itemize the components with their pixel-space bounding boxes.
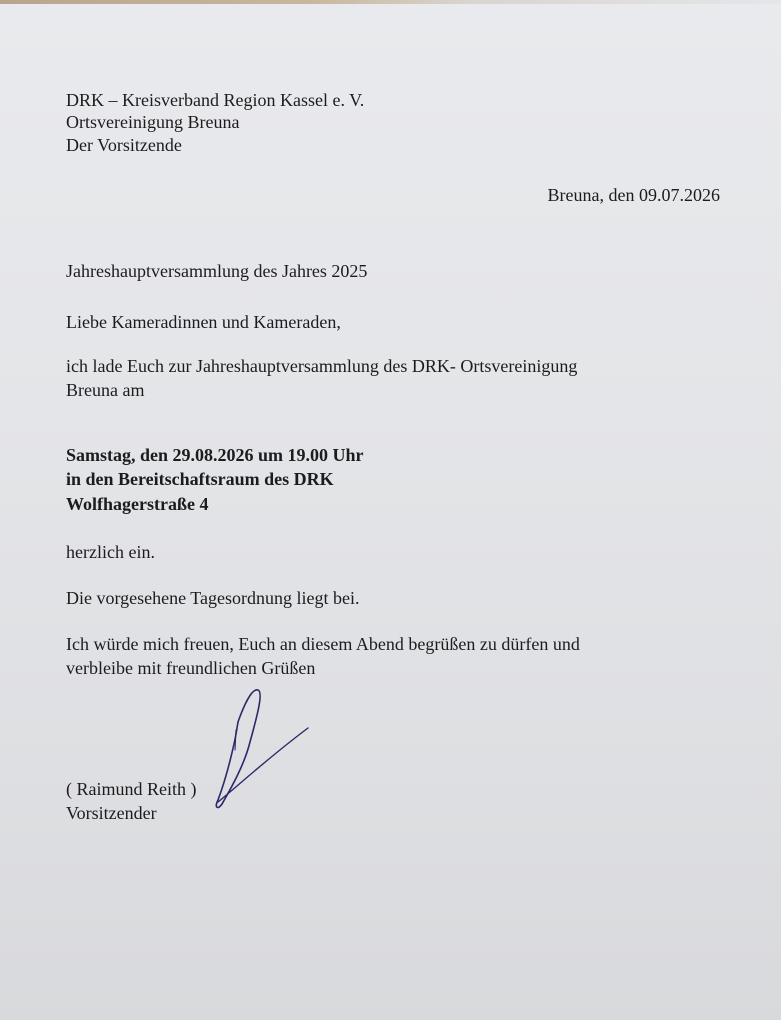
invite-close: herzlich ein.: [66, 542, 155, 562]
signer-name: ( Raimund Reith ): [66, 779, 197, 799]
handwritten-signature: [200, 680, 330, 820]
sender-line-local-group: Ortsvereinigung Breuna: [66, 112, 240, 132]
event-location: in den Bereitschaftsraum des DRK: [66, 469, 334, 489]
salutation: Liebe Kameradinnen und Kameraden,: [66, 312, 341, 332]
date-line: Breuna, den 09.07.2026: [547, 185, 720, 205]
event-date-time: Samstag, den 29.08.2026 um 19.00 Uhr: [66, 445, 364, 465]
closing-line-2: verbleibe mit freundlichen Grüßen: [66, 658, 316, 678]
intro-line-1: ich lade Euch zur Jahreshauptversammlung des DRK- Ortsvereinigung: [66, 356, 578, 376]
sender-line-organization: DRK – Kreisverband Region Kassel e. V.: [66, 90, 365, 110]
table-edge: [0, 0, 781, 4]
closing-line-1: Ich würde mich freuen, Euch an diesem Abend begrüßen zu dürfen und: [66, 634, 580, 654]
event-address: Wolfhagerstraße 4: [66, 494, 209, 514]
sender-line-role: Der Vorsitzende: [66, 135, 182, 155]
intro-line-2: Breuna am: [66, 380, 145, 400]
subject-line: Jahreshauptversammlung des Jahres 2025: [66, 261, 368, 281]
signer-title: Vorsitzender: [66, 803, 157, 823]
agenda-note: Die vorgesehene Tagesordnung liegt bei.: [66, 588, 360, 608]
